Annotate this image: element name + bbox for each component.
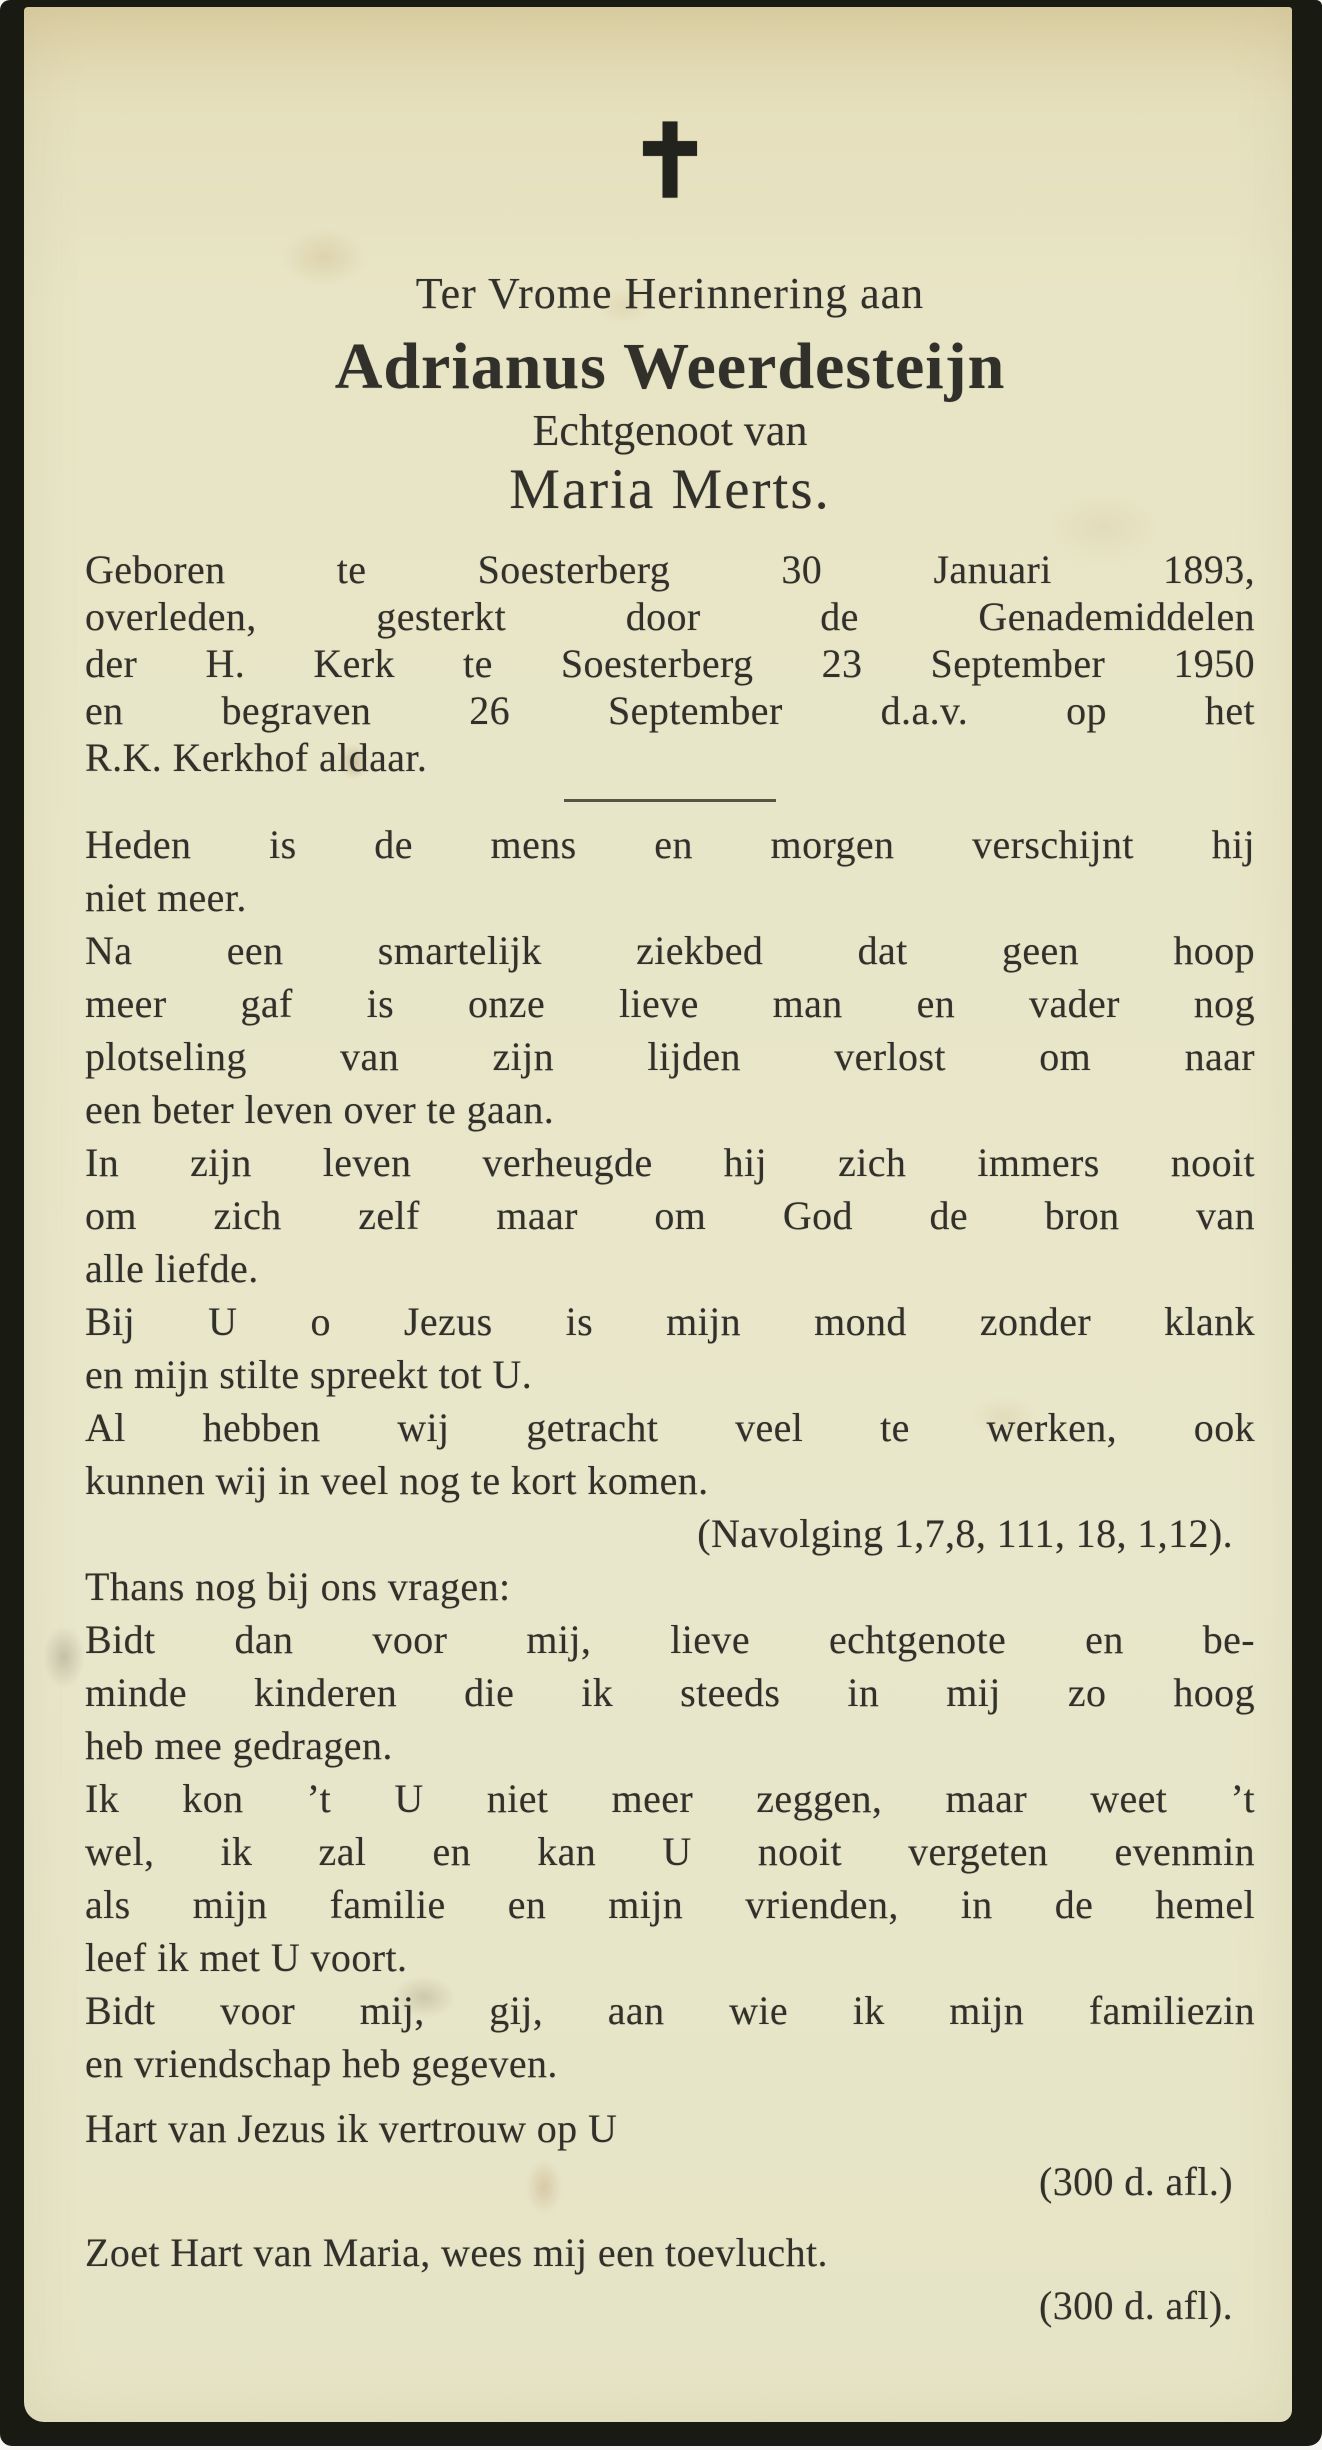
prayer-text-line: Al hebben wij getracht veel te werken, ook <box>85 1404 1255 1450</box>
invocation-line: (300 d. afl.) <box>1038 2158 1233 2204</box>
vitals-text-line: overleden, gesterkt door de Genademiddelen <box>85 593 1255 639</box>
closing-invocations-block <box>85 2102 1255 2332</box>
prayer-text-line: heb mee gedragen. <box>85 1722 393 1768</box>
prayer-text-line: en vriendschap heb gegeven. <box>85 2040 558 2086</box>
prayer-text-line: een beter leven over te gaan. <box>85 1086 555 1132</box>
memorial-intro-line: Ter Vrome Herinnering aan <box>415 269 925 318</box>
prayer-text-line: en mijn stilte spreekt tot U. <box>85 1351 533 1397</box>
invocation-line: Hart van Jezus ik vertrouw op U <box>85 2105 618 2151</box>
vitals-text-line: R.K. Kerkhof aldaar. <box>85 734 428 780</box>
section-divider-rule <box>564 799 776 802</box>
relation-label: Echtgenoot van <box>532 405 808 455</box>
prayer-text-line: Na een smartelijk ziekbed dat geen hoop <box>85 927 1255 973</box>
prayer-text-line: Thans nog bij ons vragen: <box>85 1563 511 1609</box>
prayer-text-line: minde kinderen die ik steeds in mij zo hoog <box>85 1669 1255 1715</box>
prayer-text-line: (Navolging 1,7,8, 111, 18, 1,12). <box>697 1510 1233 1556</box>
prayer-text-line: alle liefde. <box>85 1245 259 1291</box>
invocation-line: Zoet Hart van Maria, wees mij een toevlucht. <box>85 2229 828 2275</box>
prayer-text-line: niet meer. <box>85 874 247 920</box>
prayer-text-line: Bidt voor mij, gij, aan wie ik mijn familiezin <box>85 1987 1255 2033</box>
spouse-name: Maria Merts. <box>509 458 831 522</box>
latin-cross-icon: ✝ <box>628 107 712 218</box>
prayer-text-line: Bij U o Jezus is mijn mond zonder klank <box>85 1298 1255 1344</box>
prayer-text-block <box>85 818 1255 2090</box>
vitals-text-line: Geboren te Soesterberg 30 Januari 1893, <box>85 546 1255 592</box>
prayer-text-line: plotseling van zijn lijden verlost om naar <box>85 1033 1255 1079</box>
prayer-text-line: In zijn leven verheugde hij zich immers nooit <box>85 1139 1255 1185</box>
birth-death-paragraph <box>85 546 1255 781</box>
invocation-line: (300 d. afl). <box>1038 2282 1233 2328</box>
prayer-text-line: Heden is de mens en morgen verschijnt hij <box>85 821 1255 867</box>
memorial-card <box>24 7 1292 2422</box>
prayer-text-line: kunnen wij in veel nog te kort komen. <box>85 1457 709 1503</box>
prayer-text-line: om zich zelf maar om God de bron van <box>85 1192 1255 1238</box>
prayer-text-line: leef ik met U voort. <box>85 1934 408 1980</box>
prayer-text-line: Ik kon ’t U niet meer zeggen, maar weet ’t <box>85 1775 1255 1821</box>
prayer-text-line: meer gaf is onze lieve man en vader nog <box>85 980 1255 1026</box>
vitals-text-line: en begraven 26 September d.a.v. op het <box>85 687 1255 733</box>
prayer-text-line: wel, ik zal en kan U nooit vergeten evenmin <box>85 1828 1255 1874</box>
prayer-text-line: als mijn familie en mijn vrienden, in de hemel <box>85 1881 1255 1927</box>
prayer-text-line: Bidt dan voor mij, lieve echtgenote en be- <box>85 1616 1255 1662</box>
deceased-name: Adrianus Weerdesteijn <box>334 329 1006 403</box>
vitals-text-line: der H. Kerk te Soesterberg 23 September 1950 <box>85 640 1255 686</box>
